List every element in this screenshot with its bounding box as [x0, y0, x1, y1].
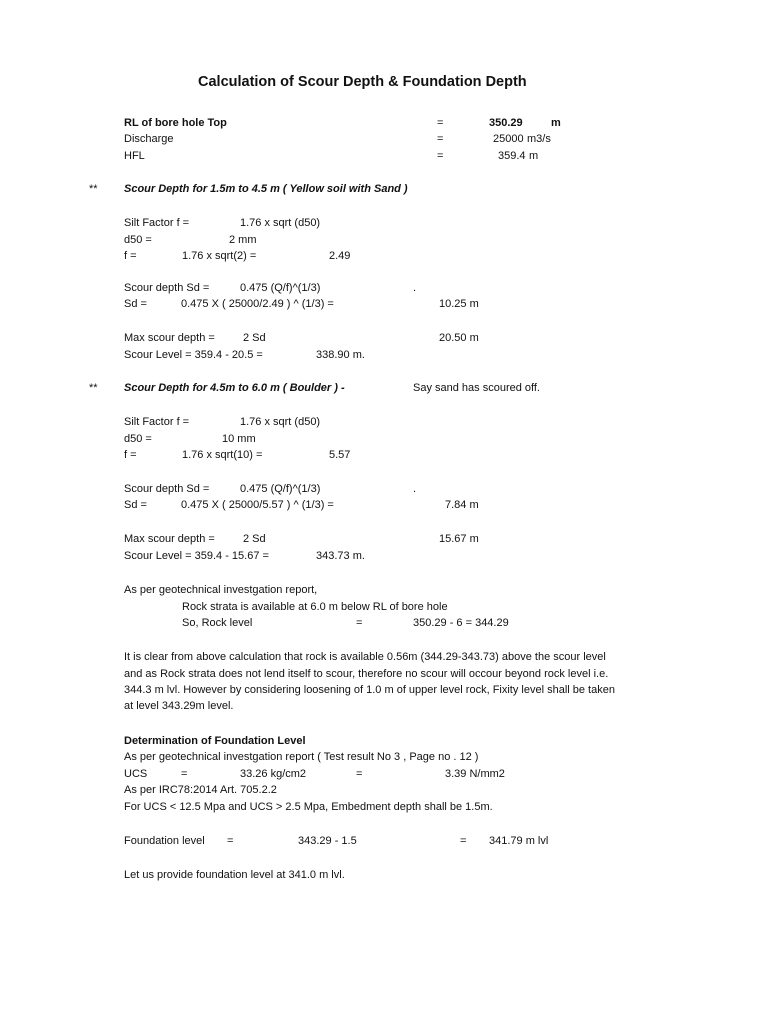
- section1-level-value: 338.90 m.: [316, 349, 365, 361]
- section1-sd2-value: 10.25 m: [439, 298, 479, 310]
- rock-level-equals: =: [356, 617, 363, 629]
- irc-reference: As per IRC78:2014 Art. 705.2.2: [124, 784, 277, 796]
- section2-level-label: Scour Level = 359.4 - 15.67 =: [124, 550, 269, 562]
- ucs-value-2: 3.39 N/mm2: [445, 768, 505, 780]
- section2-sd2-calc: 0.475 X ( 25000/5.57 ) ^ (1/3) =: [181, 499, 334, 511]
- section1-level-label: Scour Level = 359.4 - 20.5 =: [124, 349, 263, 361]
- conclusion-line-1: It is clear from above calculation that rock is available 0.56m (344.29-343.73) above the scour level: [124, 651, 606, 663]
- section1-sd-formula: 0.475 (Q/f)^(1/3): [240, 282, 321, 294]
- section1-max-label: Max scour depth =: [124, 332, 215, 344]
- section1-d50-label: d50 =: [124, 234, 152, 246]
- hfl-value: 359.4: [498, 150, 526, 162]
- embedment-rule: For UCS < 12.5 Mpa and UCS > 2.5 Mpa, Embedment depth shall be 1.5m.: [124, 801, 493, 813]
- section2-sd2-label: Sd =: [124, 499, 147, 511]
- section1-f-label: f =: [124, 250, 137, 262]
- section2-max-formula: 2 Sd: [243, 533, 266, 545]
- section2-f-calc: 1.76 x sqrt(10) =: [182, 449, 263, 461]
- conclusion-line-3: 344.3 m lvl. However by considering loosening of 1.0 m of upper level rock, Fixity level shall be taken: [124, 684, 615, 696]
- foundation-level-calc: 343.29 - 1.5: [298, 835, 357, 847]
- section2-f-label: f =: [124, 449, 137, 461]
- rock-level-value: 350.29 - 6 = 344.29: [413, 617, 509, 629]
- ucs-equals-2: =: [356, 768, 363, 780]
- section1-sd2-calc: 0.475 X ( 25000/2.49 ) ^ (1/3) =: [181, 298, 334, 310]
- discharge-equals: =: [437, 133, 444, 145]
- ucs-value-1: 33.26 kg/cm2: [240, 768, 307, 780]
- section2-sd2-value: 7.84 m: [445, 499, 479, 511]
- section1-f-value: 2.49: [329, 250, 351, 262]
- section2-sd-label: Scour depth Sd =: [124, 483, 210, 495]
- section2-sd-dot: .: [413, 483, 417, 495]
- section2-d50-value: 10 mm: [222, 433, 256, 445]
- section2-marker: **: [89, 382, 98, 394]
- section1-d50-value: 2 mm: [229, 234, 257, 246]
- section1-heading: Scour Depth for 1.5m to 4.5 m ( Yellow soil with Sand ): [124, 183, 408, 195]
- rl-label: RL of bore hole Top: [124, 117, 227, 129]
- foundation-ref: As per geotechnical investgation report ( Test result No 3 , Page no . 12 ): [124, 751, 479, 763]
- ucs-equals-1: =: [181, 768, 188, 780]
- section2-silt-formula: 1.76 x sqrt (d50): [240, 416, 321, 428]
- final-statement: Let us provide foundation level at 341.0 m lvl.: [124, 869, 345, 881]
- section2-f-value: 5.57: [329, 449, 351, 461]
- foundation-level-value: 341.79 m lvl: [489, 835, 549, 847]
- discharge-value: 25000: [493, 133, 524, 145]
- discharge-unit: m3/s: [527, 133, 551, 145]
- section2-max-value: 15.67 m: [439, 533, 479, 545]
- ucs-label: UCS: [124, 768, 148, 780]
- rl-equals: =: [437, 117, 444, 129]
- foundation-heading: Determination of Foundation Level: [124, 735, 306, 747]
- section2-max-label: Max scour depth =: [124, 533, 215, 545]
- section1-marker: **: [89, 183, 98, 195]
- section2-note: Say sand has scoured off.: [413, 382, 540, 394]
- section1-silt-formula: 1.76 x sqrt (d50): [240, 217, 321, 229]
- rock-level-label: So, Rock level: [182, 617, 253, 629]
- conclusion-line-2: and as Rock strata does not lend itself to scour, therefore no scour will occour beyond rock level i.e.: [124, 668, 609, 680]
- foundation-level-label: Foundation level: [124, 835, 205, 847]
- section1-sd-label: Scour depth Sd =: [124, 282, 210, 294]
- section1-silt-label: Silt Factor f =: [124, 217, 190, 229]
- hfl-unit: m: [529, 150, 539, 162]
- hfl-label: HFL: [124, 150, 145, 162]
- foundation-level-equals-1: =: [227, 835, 234, 847]
- section2-level-value: 343.73 m.: [316, 550, 365, 562]
- section2-sd-formula: 0.475 (Q/f)^(1/3): [240, 483, 321, 495]
- foundation-level-equals-2: =: [460, 835, 467, 847]
- section2-d50-label: d50 =: [124, 433, 152, 445]
- geotech-line1: As per geotechnical investgation report,: [124, 584, 318, 596]
- section1-sd2-label: Sd =: [124, 298, 147, 310]
- rl-value: 350.29: [489, 117, 523, 129]
- page-title: Calculation of Scour Depth & Foundation Depth: [198, 74, 527, 90]
- hfl-equals: =: [437, 150, 444, 162]
- discharge-label: Discharge: [124, 133, 174, 145]
- section1-f-calc: 1.76 x sqrt(2) =: [182, 250, 257, 262]
- section1-sd-dot: .: [413, 282, 417, 294]
- rl-unit: m: [551, 117, 561, 129]
- section2-heading: Scour Depth for 4.5m to 6.0 m ( Boulder ) -: [124, 382, 345, 394]
- conclusion-line-4: at level 343.29m level.: [124, 700, 234, 712]
- section1-max-value: 20.50 m: [439, 332, 479, 344]
- section2-silt-label: Silt Factor f =: [124, 416, 190, 428]
- section1-max-formula: 2 Sd: [243, 332, 266, 344]
- geotech-line2: Rock strata is available at 6.0 m below RL of bore hole: [182, 601, 448, 613]
